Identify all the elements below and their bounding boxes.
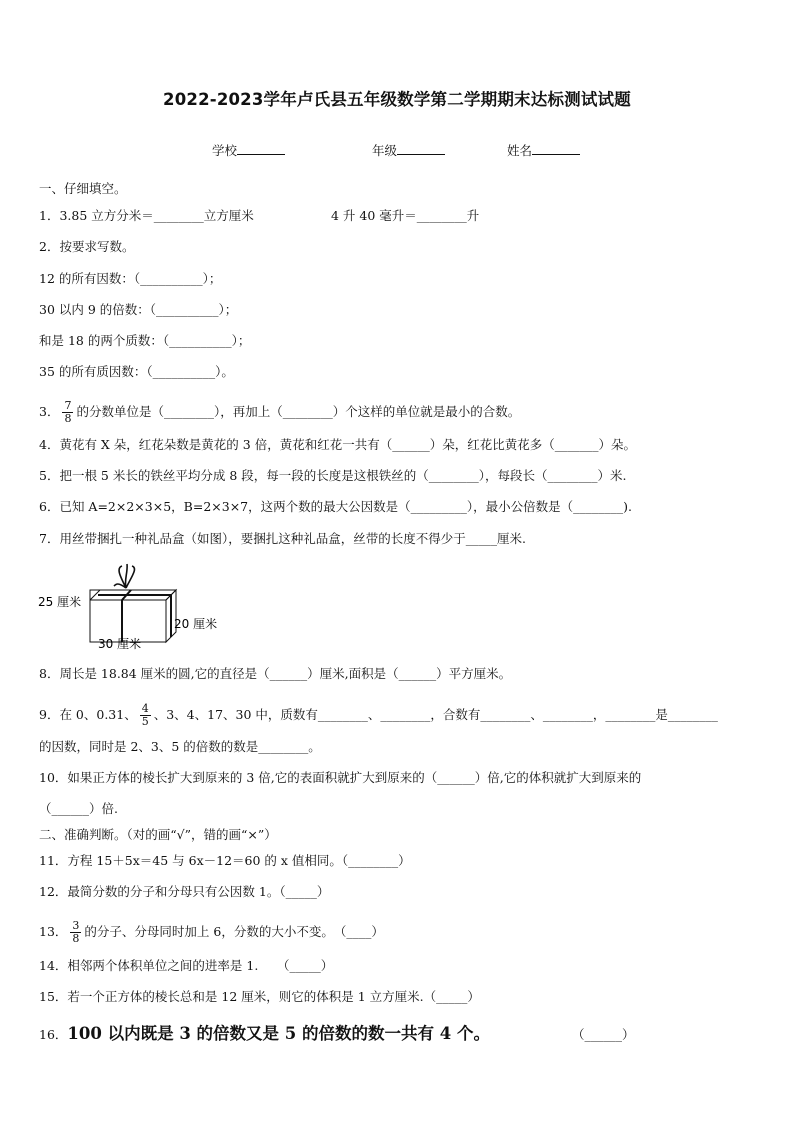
question-16-blank[interactable]: （______） <box>572 1027 635 1042</box>
question-5: 5．把一根 5 米长的铁丝平均分成 8 段，每一段的长度是这根铁丝的（________），每段长（________）米. <box>39 468 627 483</box>
grade-label: 年级 <box>372 143 398 158</box>
page-title: 2022-2023学年卢氏县五年级数学第二学期期末达标测试试题 <box>163 90 631 109</box>
fraction-numerator: 4 <box>141 702 149 715</box>
question-2-line-1: 12 的所有因数：（__________）； <box>39 271 222 286</box>
school-field <box>212 141 285 159</box>
question-3-number: 3． <box>39 404 60 419</box>
question-14: 14．相邻两个体积单位之间的进率是 1. （_____） <box>39 958 334 973</box>
question-15: 15．若一个正方体的棱长总和是 12 厘米，则它的体积是 1 立方厘米.（_____） <box>39 989 480 1004</box>
school-blank[interactable] <box>237 142 285 155</box>
figure-length-label: 30 厘米 <box>98 637 142 651</box>
fraction-denominator: 5 <box>141 715 149 728</box>
fraction-denominator: 8 <box>64 412 72 425</box>
question-7: 7．用丝带捆扎一种礼品盒（如图），要捆扎这种礼品盒，丝带的长度不得少于_____厘米. <box>39 531 526 546</box>
section-2-heading: 二、准确判断。（对的画“√”，错的画“×”） <box>39 827 277 842</box>
question-2-line-4: 35 的所有质因数：（__________）。 <box>39 364 234 379</box>
fraction-numerator: 3 <box>72 919 80 932</box>
question-2-line-2: 30 以内 9 的倍数：（__________）； <box>39 302 238 317</box>
name-field <box>507 141 580 159</box>
question-10-continued: （______）倍. <box>39 801 118 816</box>
question-9-continued: 的因数，同时是 2、3、5 的倍数的数是________。 <box>39 739 321 754</box>
question-13-text: 的分子、分母同时加上 6，分数的大小不变。 （____） <box>84 924 384 939</box>
question-13 <box>39 920 384 945</box>
fraction-denominator: 8 <box>72 932 80 945</box>
fraction-4-5 <box>140 703 151 728</box>
school-label: 学校 <box>212 143 238 158</box>
question-16 <box>39 1024 490 1045</box>
question-3-text: 的分数单位是（________），再加上（________）个这样的单位就是最小的合数。 <box>76 404 521 419</box>
fraction-7-8 <box>62 400 73 425</box>
grade-field <box>372 141 445 159</box>
question-6: 6．已知 A=2×2×3×5，B=2×3×7，这两个数的最大公因数是（_________），最小公倍数是（________). <box>39 499 632 514</box>
fraction-numerator: 7 <box>64 399 72 412</box>
fraction-3-8 <box>70 920 81 945</box>
grade-blank[interactable] <box>397 142 445 155</box>
question-11: 11．方程 15＋5x＝45 与 6x－12＝60 的 x 值相同。（________） <box>39 853 411 868</box>
question-16-number: 16． <box>39 1027 68 1042</box>
gift-box-figure <box>36 560 236 655</box>
name-blank[interactable] <box>532 142 580 155</box>
figure-width-label: 20 厘米 <box>174 617 218 631</box>
question-13-number: 13． <box>39 924 68 939</box>
question-9-part-b: 、3、4、17、30 中，质数有________、________，合数有________、________，________是________ <box>153 707 718 722</box>
question-9-part-a: 9．在 0、0.31、 <box>39 707 137 722</box>
question-1b: 4 升 40 毫升＝________升 <box>331 208 480 223</box>
question-2-heading: 2．按要求写数。 <box>39 239 135 254</box>
question-3 <box>39 400 520 425</box>
bow-icon <box>114 564 134 588</box>
question-1a: 1．3.85 立方分米＝________立方厘米 <box>39 208 254 223</box>
question-9 <box>39 703 718 728</box>
question-4: 4．黄花有 X 朵，红花朵数是黄花的 3 倍，黄花和红花一共有（______）朵，红花比黄花多（_______）朵。 <box>39 437 636 452</box>
question-12: 12．最简分数的分子和分母只有公因数 1。（_____） <box>39 884 330 899</box>
section-1-heading: 一、仔细填空。 <box>39 181 127 196</box>
question-2-line-3: 和是 18 的两个质数：（__________）； <box>39 333 251 348</box>
question-16-text: 100 以内既是 3 的倍数又是 5 的倍数的数一共有 4 个。 <box>67 1024 491 1043</box>
question-8: 8．周长是 18.84 厘米的圆,它的直径是（______）厘米,面积是（______）平方厘米。 <box>39 666 512 681</box>
question-10: 10．如果正方体的棱长扩大到原来的 3 倍,它的表面积就扩大到原来的（______）倍,它的体积就扩大到原来的 <box>39 770 642 785</box>
name-label: 姓名 <box>507 143 533 158</box>
figure-height-label: 25 厘米 <box>38 595 82 609</box>
